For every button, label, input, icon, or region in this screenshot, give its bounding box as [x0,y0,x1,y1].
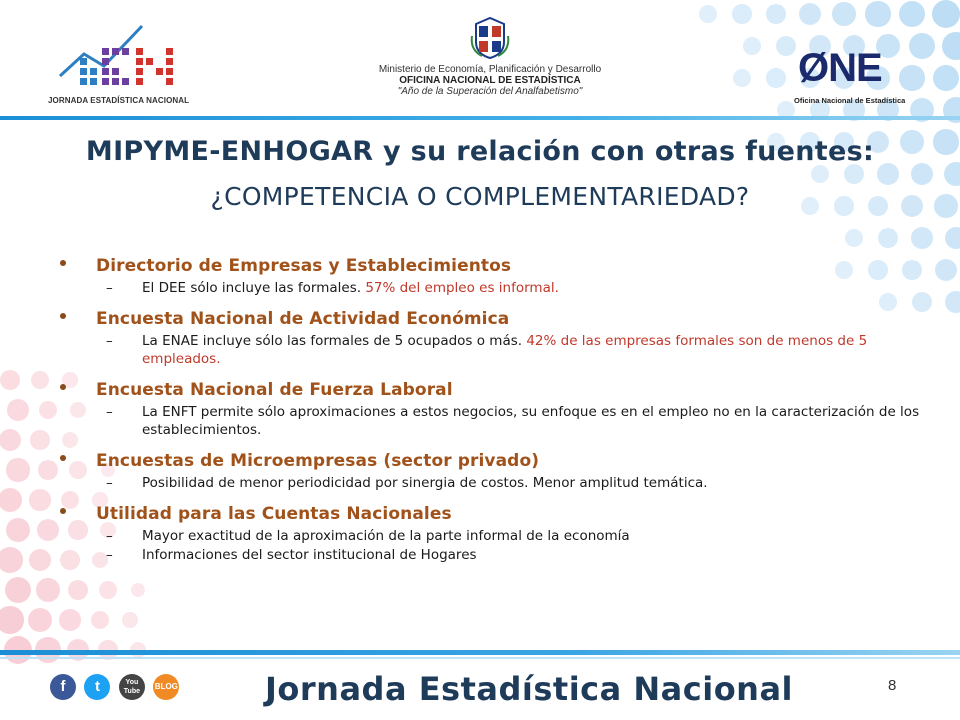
bullet-dot-icon [60,260,66,266]
decorative-dot [6,458,29,481]
slide-subtitle: ¿COMPETENCIA O COMPLEMENTARIEDAD? [210,182,750,211]
slide-title: MIPYME-ENHOGAR y su relación con otras fuentes: [85,136,875,167]
dash-icon: – [106,547,113,563]
decorative-dot [935,259,957,281]
office-name: OFICINA NACIONAL DE ESTADÍSTICA [399,75,581,86]
highlight-text: 42% de las empresas formales son de menos de 5 empleados. [142,333,868,367]
sub-bullet-text: Mayor exactitud de la aproximación de la parte informal de la economía [142,528,630,544]
page-number: 8 [888,677,897,694]
dash-icon: – [106,404,113,420]
dash-icon: – [106,333,113,349]
bullet-item [60,378,920,439]
sub-bullet-text: El DEE sólo incluye las formales. [142,280,366,296]
twitter-icon[interactable]: t [84,674,110,700]
decorative-dot [39,401,58,420]
bullet-dot-icon [60,455,66,461]
decorative-dot [945,291,960,313]
sub-bullet-text: Informaciones del sector institucional de Hogares [142,547,477,563]
decorative-dot [945,227,960,250]
decorative-dot [0,370,20,391]
decorative-dot [29,489,50,510]
decorative-dot [99,581,117,599]
footer-divider-light [0,657,960,659]
jornada-estadistica-logo [46,14,186,108]
decorative-dot [91,611,110,630]
bullet-list [60,254,920,574]
dash-icon: – [106,528,113,544]
social-links [50,674,183,702]
slide-header [0,0,960,118]
decorative-dot [29,549,52,572]
bullet-item [60,502,920,564]
bullet-heading: Encuesta Nacional de Fuerza Laboral [96,380,453,400]
footer-title: Jornada Estadística Nacional [265,670,794,708]
sub-bullet [96,527,920,545]
sub-bullet [96,332,920,368]
decorative-dot [0,488,22,512]
decorative-dot [7,399,29,421]
decorative-dot [28,608,52,632]
bullet-dot-icon [60,313,66,319]
bullet-dot-icon [60,384,66,390]
bullet-item [60,254,920,297]
jornada-logo-caption: JORNADA ESTADÍSTICA NACIONAL [48,96,190,105]
sub-bullet [96,403,920,439]
sub-bullet-text: La ENAE incluye sólo las formales de 5 ocupados o más. [142,333,527,349]
sub-bullet-text: La ENFT permite sólo aproximaciones a estos negocios, su enfoque es en el empleo no en la caracterización de los establecimientos. [142,404,920,438]
coat-of-arms-icon [470,16,510,60]
bullet-heading: Encuestas de Microempresas (sector privado) [96,451,540,471]
decorative-dot [811,165,830,184]
youtube-icon[interactable]: You Tube [119,674,145,700]
decorative-dot [845,229,864,248]
decorative-dot [38,460,58,480]
decorative-dot [6,518,31,543]
bullet-item [60,449,920,492]
dash-icon: – [106,475,113,491]
ministry-name: Ministerio de Economía, Planificación y Desarrollo [378,64,602,75]
decorative-dot [911,227,933,249]
decorative-dot [31,371,49,389]
decorative-dot [59,609,80,630]
one-logo-wordmark: ØNE [798,46,882,90]
decorative-dot [36,578,60,602]
decorative-dot [0,429,21,451]
decorative-dot [30,430,50,450]
decorative-dot [878,228,898,248]
footer-divider [0,650,960,655]
decorative-dot [37,519,59,541]
ministry-block [370,16,610,97]
bullet-item [60,307,920,368]
decorative-dot [68,580,89,601]
sub-bullet [96,546,920,564]
decorative-dot [131,583,146,598]
header-divider [0,116,960,120]
highlight-text: 57% del empleo es informal. [365,280,559,296]
decorative-dot [0,606,24,633]
facebook-icon[interactable]: f [50,674,76,700]
bullet-dot-icon [60,508,66,514]
blog-icon[interactable]: BLOG [153,674,179,700]
one-logo-caption: Oficina Nacional de Estadística [794,96,906,105]
sub-bullet [96,474,920,492]
bullet-heading: Encuesta Nacional de Actividad Económica [96,309,510,329]
decorative-dot [5,577,31,603]
sub-bullet [96,279,920,297]
year-motto: "Año de la Superación del Analfabetismo" [397,86,583,97]
dash-icon: – [106,280,113,296]
decorative-dot [122,612,138,628]
decorative-dot [0,547,23,573]
bullet-heading: Directorio de Empresas y Establecimientos [96,256,512,276]
sub-bullet-text: Posibilidad de menor periodicidad por sinergia de costos. Menor amplitud temática. [142,475,708,491]
bullet-heading: Utilidad para las Cuentas Nacionales [96,504,452,524]
